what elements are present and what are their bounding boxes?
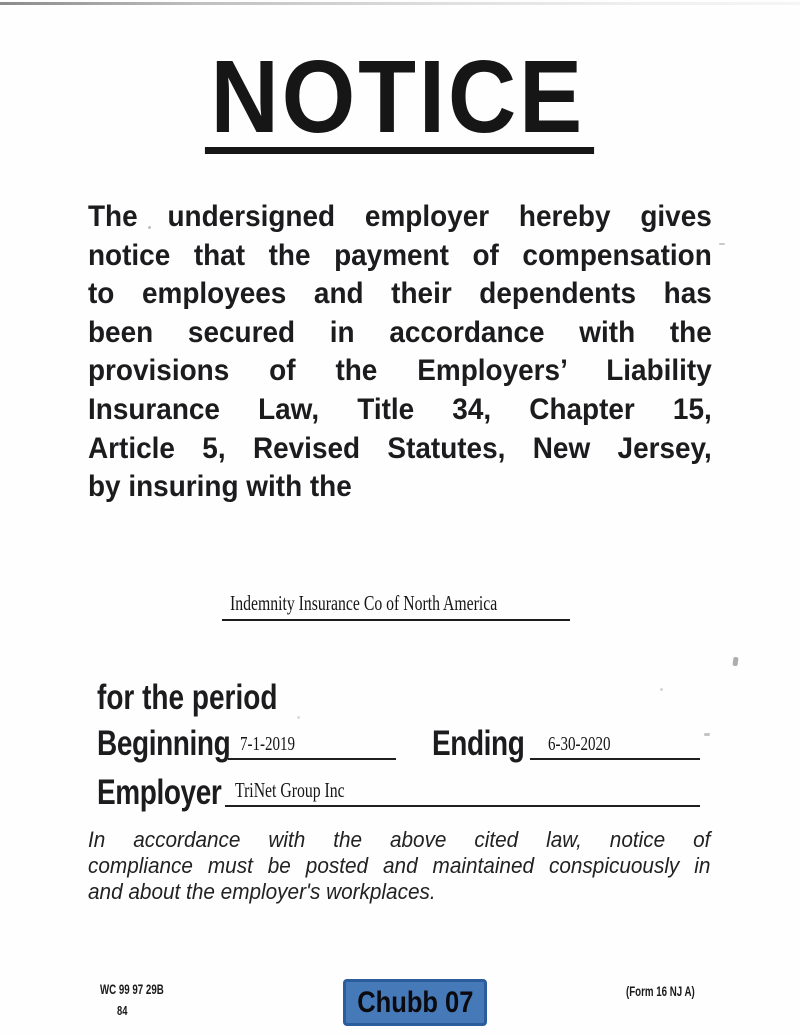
- notice-body-paragraph: [88, 198, 712, 507]
- text-line: and about the employer's workplaces.: [88, 878, 436, 904]
- text-line: provisions of the Employers’ Liability: [88, 354, 712, 388]
- footer-page-number: 84: [117, 1003, 128, 1018]
- text-line: been secured in accordance with the: [88, 315, 712, 349]
- ending-underline: [530, 730, 700, 760]
- scan-artifact-speck: [297, 716, 300, 719]
- beginning-underline: [228, 730, 396, 760]
- scan-artifact-speck: [719, 243, 725, 245]
- beginning-date: 7-1-2019: [240, 733, 295, 755]
- text-line: notice that the payment of compensation: [88, 238, 712, 272]
- text-line: The undersigned employer hereby gives: [88, 200, 712, 233]
- scan-artifact-speck: [732, 657, 738, 667]
- employer-name: TriNet Group Inc: [235, 778, 345, 802]
- chubb-stamp-label: Chubb 07: [356, 985, 474, 1019]
- ending-label: Ending: [432, 724, 525, 763]
- text-line: Article 5, Revised Statutes, New Jersey,: [88, 431, 712, 465]
- scan-artifact-speck: [660, 688, 663, 691]
- insurer-underline: [222, 588, 570, 621]
- footer-form-reference: (Form 16 NJ A): [626, 984, 695, 999]
- footer-form-code: WC 99 97 29B: [100, 982, 164, 997]
- period-intro: for the period: [97, 678, 278, 717]
- ending-date: 6-30-2020: [548, 733, 611, 755]
- text-line: by insuring with the: [88, 470, 352, 504]
- scan-artifact-top-edge: [0, 2, 800, 5]
- title-block: [0, 39, 800, 154]
- text-line: to employees and their dependents has: [88, 277, 712, 311]
- text-line: Insurance Law, Title 34, Chapter 15,: [88, 392, 712, 426]
- scan-artifact-speck: [704, 733, 710, 736]
- beginning-label: Beginning: [97, 724, 231, 763]
- compliance-paragraph: [88, 827, 710, 904]
- employer-underline: [225, 776, 700, 807]
- text-line: compliance must be posted and maintained conspicuously in: [88, 852, 711, 878]
- employer-label: Employer: [97, 773, 222, 812]
- insurer-name: Indemnity Insurance Co of North America: [230, 591, 498, 615]
- text-line: In accordance with the above cited law, notice of: [88, 827, 711, 852]
- page-title: NOTICE: [205, 47, 594, 154]
- chubb-stamp: [343, 979, 487, 1026]
